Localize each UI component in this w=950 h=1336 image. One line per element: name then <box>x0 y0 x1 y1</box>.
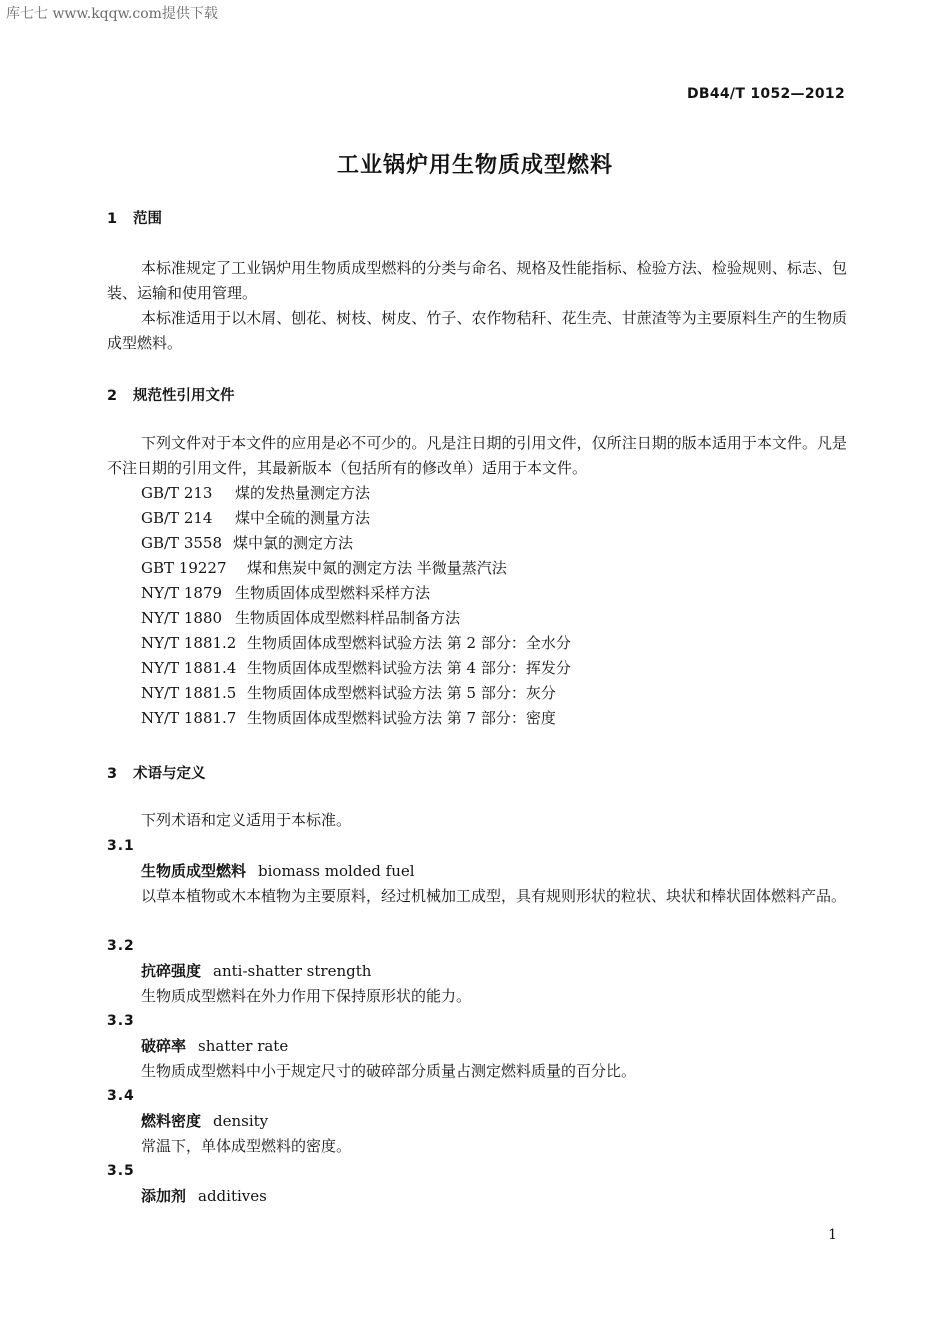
term-name-en: biomass molded fuel <box>258 862 415 880</box>
term-name-en: additives <box>198 1187 267 1205</box>
reference-code: NY/T 1881.5 <box>141 684 237 702</box>
term-name-zh: 添加剂 <box>141 1187 187 1205</box>
term-number: 3.5 <box>107 1163 135 1179</box>
reference-code: GB/T 214 <box>141 509 213 527</box>
term-name <box>141 1109 268 1134</box>
standard-number: DB44/T 1052—2012 <box>686 86 845 102</box>
watermark-text: 库七七 www.kqqw.com提供下载 <box>6 6 218 22</box>
reference-item <box>141 606 460 631</box>
section-1-paragraph-1: 本标准规定了工业锅炉用生物质成型燃料的分类与命名、规格及性能指标、检验方法、检验规则、标志、包装、运输和使用管理。 <box>107 259 847 302</box>
term-name-en: density <box>213 1112 269 1130</box>
term-name-en: anti-shatter strength <box>213 962 372 980</box>
section-2-intro: 下列文件对于本文件的应用是必不可少的。凡是注日期的引用文件，仅所注日期的版本适用于本文件。凡是不注日期的引用文件，其最新版本（包括所有的修改单）适用于本文件。 <box>107 434 847 477</box>
term-definition: 以草本植物或木本植物为主要原料，经过机械加工成型，具有规则形状的粒状、块状和棒状固体燃料产品。 <box>141 887 847 905</box>
section-2-heading <box>107 384 235 405</box>
section-3-intro: 下列术语和定义适用于本标准。 <box>141 811 352 829</box>
term-number: 3.1 <box>107 838 135 854</box>
section-number: 2 <box>107 388 118 404</box>
reference-code: NY/T 1880 <box>141 609 223 627</box>
reference-title: 生物质固体成型燃料采样方法 <box>235 584 431 602</box>
reference-title: 煤的发热量测定方法 <box>235 484 371 502</box>
reference-title: 生物质固体成型燃料样品制备方法 <box>235 609 461 627</box>
term-name <box>141 859 415 884</box>
reference-title: 生物质固体成型燃料试验方法 第 5 部分：灰分 <box>247 684 556 702</box>
term-definition: 常温下，单体成型燃料的密度。 <box>141 1137 352 1155</box>
section-1-heading <box>107 207 162 228</box>
term-definition: 生物质成型燃料中小于规定尺寸的破碎部分质量占测定燃料质量的百分比。 <box>141 1062 637 1080</box>
section-3-heading <box>107 762 206 783</box>
reference-item <box>141 681 556 706</box>
term-definition: 生物质成型燃料在外力作用下保持原形状的能力。 <box>141 987 472 1005</box>
term-name-en: shatter rate <box>198 1037 289 1055</box>
reference-title: 煤中全硫的测量方法 <box>235 509 371 527</box>
reference-title: 生物质固体成型燃料试验方法 第 2 部分：全水分 <box>247 634 571 652</box>
reference-title: 生物质固体成型燃料试验方法 第 4 部分：挥发分 <box>247 659 571 677</box>
reference-title: 煤中氯的测定方法 <box>233 534 354 552</box>
reference-item <box>141 481 370 506</box>
page-number: 1 <box>828 1227 837 1243</box>
reference-item <box>141 506 370 531</box>
section-title: 范围 <box>133 211 162 227</box>
section-number: 1 <box>107 211 118 227</box>
reference-code: NY/T 1881.4 <box>141 659 237 677</box>
term-name-zh: 破碎率 <box>141 1037 187 1055</box>
term-name-zh: 抗碎强度 <box>141 962 202 980</box>
reference-item <box>141 631 571 656</box>
term-number: 3.4 <box>107 1088 135 1104</box>
term-name <box>141 1184 267 1209</box>
reference-code: GB/T 3558 <box>141 534 223 552</box>
reference-title: 煤和焦炭中氮的测定方法 半微量蒸汽法 <box>247 559 507 577</box>
section-number: 3 <box>107 766 118 782</box>
term-name-zh: 燃料密度 <box>141 1112 202 1130</box>
reference-code: NY/T 1881.2 <box>141 634 237 652</box>
reference-code: GBT 19227 <box>141 559 227 577</box>
reference-item <box>141 706 556 731</box>
term-name <box>141 1034 288 1059</box>
section-title: 术语与定义 <box>133 766 206 782</box>
section-title: 规范性引用文件 <box>133 388 235 404</box>
reference-item <box>141 531 353 556</box>
reference-item <box>141 581 430 606</box>
term-number: 3.3 <box>107 1013 135 1029</box>
reference-item <box>141 656 571 681</box>
reference-title: 生物质固体成型燃料试验方法 第 7 部分：密度 <box>247 709 556 727</box>
reference-item <box>141 556 507 581</box>
term-name-zh: 生物质成型燃料 <box>141 862 247 880</box>
document-title: 工业锅炉用生物质成型燃料 <box>336 153 613 178</box>
reference-code: GB/T 213 <box>141 484 213 502</box>
term-number: 3.2 <box>107 938 135 954</box>
reference-code: NY/T 1881.7 <box>141 709 237 727</box>
reference-code: NY/T 1879 <box>141 584 223 602</box>
term-name <box>141 959 371 984</box>
section-1-paragraph-2: 本标准适用于以木屑、刨花、树枝、树皮、竹子、农作物秸秆、花生壳、甘蔗渣等为主要原料生产的生物质成型燃料。 <box>107 309 847 352</box>
